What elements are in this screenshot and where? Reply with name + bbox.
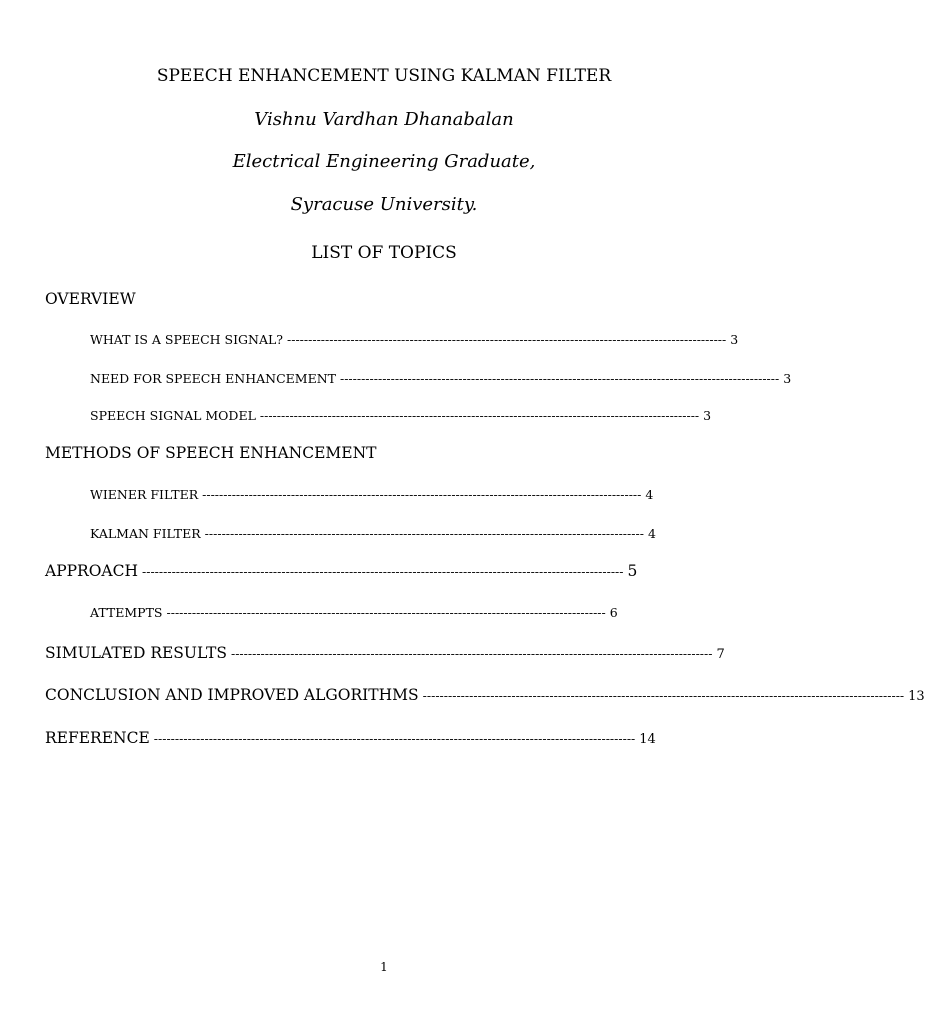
toc-entry-label: APPROACH: [45, 562, 138, 580]
toc-entry-page: 6: [609, 605, 618, 620]
toc-leader: --------------------------------------------------------------------------------------------------------: [339, 371, 780, 386]
toc-entry-page: 13: [908, 689, 925, 704]
toc-entry-label: WIENER FILTER: [90, 487, 199, 502]
document-title: SPEECH ENHANCEMENT USING KALMAN FILTER: [156, 66, 612, 86]
toc-entry-conclusion: [45, 686, 925, 704]
toc-entry-page: 3: [783, 371, 792, 386]
toc-entry-page: 7: [716, 647, 725, 662]
toc-entry-page: 4: [645, 487, 654, 502]
toc-leader: --------------------------------------------------------------------------------------------------------: [204, 526, 644, 541]
toc-leader: ------------------------------------------------------------------------------------------------------------------: [230, 646, 713, 661]
toc-entry-label: SPEECH SIGNAL MODEL: [90, 408, 256, 423]
author-university: Syracuse University.: [290, 194, 478, 215]
toc-section-overview: OVERVIEW: [45, 290, 136, 308]
toc-entry: [90, 526, 656, 541]
page-number: 1: [380, 960, 388, 974]
toc-entry-approach: [45, 562, 638, 580]
list-of-topics-heading: LIST OF TOPICS: [311, 243, 457, 263]
toc-entry-label: ATTEMPTS: [90, 605, 163, 620]
toc-entry-page: 5: [627, 562, 638, 580]
toc-leader: ------------------------------------------------------------------------------------------------------------------: [142, 564, 624, 579]
toc-leader: --------------------------------------------------------------------------------------------------------: [259, 408, 700, 423]
toc-entry-simulated-results: [45, 644, 725, 662]
toc-entry-page: 3: [730, 332, 739, 347]
toc-entry-label: WHAT IS A SPEECH SIGNAL?: [90, 332, 283, 347]
toc-entry-reference: [45, 729, 656, 747]
toc-entry-label: KALMAN FILTER: [90, 526, 201, 541]
toc-leader: ------------------------------------------------------------------------------------------------------------------: [422, 688, 905, 703]
toc-entry-attempts: [90, 605, 618, 620]
toc-leader: ------------------------------------------------------------------------------------------------------------------: [153, 731, 636, 746]
toc-entry: [90, 332, 739, 347]
toc-entry-page: 14: [639, 732, 656, 747]
toc-entry-label: CONCLUSION AND IMPROVED ALGORITHMS: [45, 686, 419, 704]
toc-entry-label: REFERENCE: [45, 729, 150, 747]
toc-entry: [90, 487, 654, 502]
toc-entry-page: 3: [703, 408, 712, 423]
toc-entry-page: 4: [647, 526, 656, 541]
author-name: Vishnu Vardhan Dhanabalan: [254, 109, 514, 130]
toc-entry: [90, 408, 712, 423]
author-affiliation: Electrical Engineering Graduate,: [232, 151, 536, 172]
toc-entry-label: SIMULATED RESULTS: [45, 644, 227, 662]
toc-leader: --------------------------------------------------------------------------------------------------------: [202, 487, 642, 502]
toc-section-methods: METHODS OF SPEECH ENHANCEMENT: [45, 444, 377, 462]
toc-leader: --------------------------------------------------------------------------------------------------------: [166, 605, 606, 620]
toc-entry-label: NEED FOR SPEECH ENHANCEMENT: [90, 371, 336, 386]
toc-leader: --------------------------------------------------------------------------------------------------------: [287, 332, 727, 347]
toc-entry: [90, 371, 792, 386]
